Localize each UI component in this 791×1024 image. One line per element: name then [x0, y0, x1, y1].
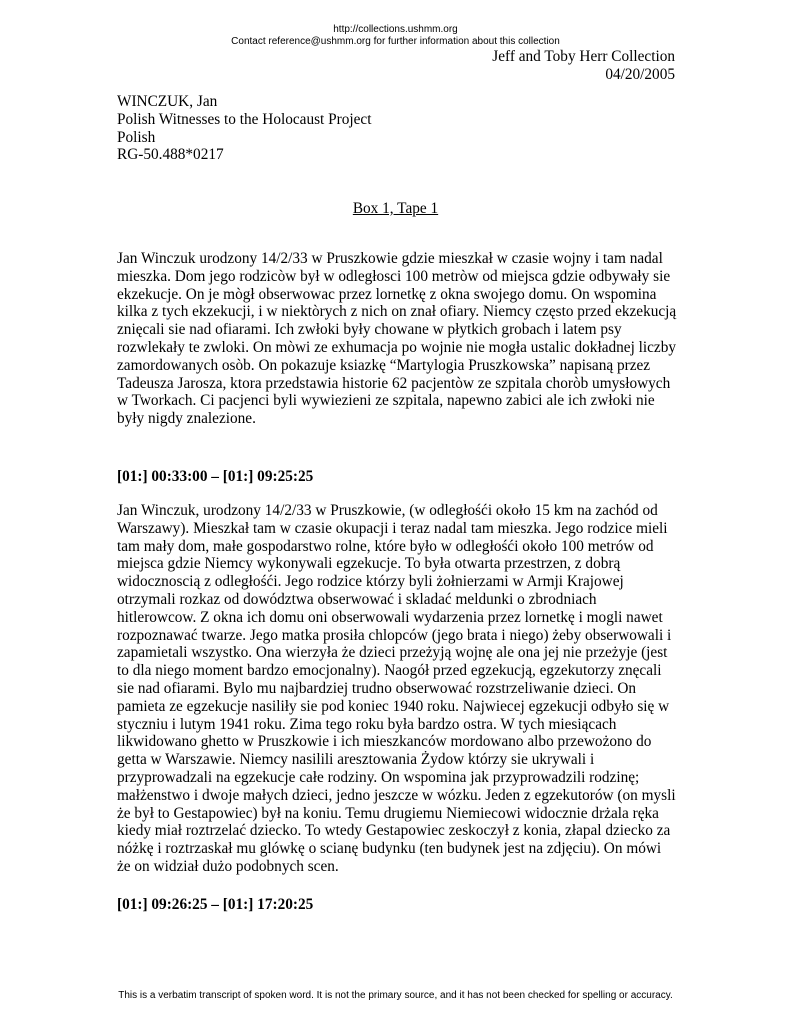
summary-paragraph: Jan Winczuk urodzony 14/2/33 w Pruszkowie gdzie mieszkał w czasie wojny i tam nadal mieszka. Dom jego rodzicòw był w odległosci 100 metròw od miejsca gdzie odbywały sie ekzekucje. On je mògł obserwowac przez lornetkę z okna swojego domu. On wspomina kilka z tych ekzekucji, i w niektòrych z nich on znał ofiary. Niemcy często przed ekzekucją znięcali sie nad ofiarami. Ich zwłoki były chowane w płytkich grobach i latem psy rozwlekały te zwloki. On mòwi ze exhumacja po wojnie nie mogła ustalic dokładnej liczby zamordowanych osòb. On pokazuje ksiazkę “Martylogia Pruszkowska” napisaną przez Tadeusza Jarosza, ktora przedstawia historie 62 pacjentòw ze szpitala choròb umysłowych w Tworkach. Ci pacjenci byli wywiezieni ze szpitala, napewno zabici ale ich zwłoki nie były nigdy znalezione. [117, 250, 677, 428]
header-contact: Contact reference@ushmm.org for further information about this collection [231, 36, 560, 47]
section-2-timecode: [01:] 09:26:25 – [01:] 17:20:25 [117, 896, 314, 913]
interview-language: Polish [117, 129, 156, 146]
section-1-paragraph: Jan Winczuk, urodzony 14/2/33 w Pruszkowie, (w odległośći około 15 km na zachód od Warszawy). Mieszkał tam w czasie okupacji i teraz nadal tam mieszka. Jego rodzice mieli tam mały dom, małe gospodarstwo rolne, które było w odległośći około 100 metrów od miejsca gdzie Niemcy wykonywali egzekucje. To była otwarta przestrzen, z dobrą widocznoscią z odległośći. Jego rodzice którzy byli żołnierzami w Armji Krajowej otrzymali rozkaz od dowództwa obserwować i skladać meldunki o zbrodniach hitlerowcow. Z okna ich domu oni obserwowali wydarzenia przez lornetkę i mogli nawet rozpoznawać twarze. Jego matka prosiła chlopców (jego brata i niego) żeby obserwowali i zapamietali wszystko. Ona wierzyła że dzieci przeżyją wojnę ale ona jej nie przeżyje (jest to dla niego moment bardzo emocjonalny). Naogół przed egzekucją, egzekutorzy znęcali sie nad ofiarami. Bylo mu najbardziej trudno obserwować rozstrzeliwanie dzieci. On pamieta ze egzekucje nasiliły sie pod koniec 1940 roku. Najwiecej egzekucji odbyło się w styczniu i lutym 1941 roku. Zima tego roku była bardzo ostra. W tych miesiącach likwidowano ghetto w Pruszkowie i ich mieszkanców mordowano albo przewożono do getta w Warszawie. Niemcy nasilili aresztowania Żydow którzy sie ukrywali i przyprowadzali na egzekucje całe rodziny. On wspomina jak przyprowadzili rodzinę; małżenstwo i dwoje małych dzieci, jedno jeszcze w wózku. Jeden z egzekutorów (on mysli że był to Gestapowiec) był na koniu. Temu drugiemu Niemiecowi widocznie drżala ręka kiedy miał roztrzelać dziecko. To wtedy Gestapowiec zeskoczył z konia, złapal dziecko za nóżkę i roztrzaskał mu glówkę o scianę budynku (ten budynek jest na zdjęciu). On mówi że on widział dużo podobnych scen. [117, 502, 676, 875]
interviewee-name: WINCZUK, Jan [117, 93, 218, 110]
footer-disclaimer: This is a verbatim transcript of spoken word. It is not the primary source, and it has not been checked for spelling or accuracy. [118, 990, 673, 1001]
header-url: http://collections.ushmm.org [333, 24, 458, 35]
project-name: Polish Witnesses to the Holocaust Project [117, 111, 372, 128]
record-group-number: RG-50.488*0217 [117, 146, 224, 163]
collection-date: 04/20/2005 [605, 66, 675, 83]
collection-name: Jeff and Toby Herr Collection [492, 48, 675, 65]
box-tape-title: Box 1, Tape 1 [352, 200, 439, 217]
section-1-timecode: [01:] 00:33:00 – [01:] 09:25:25 [117, 468, 314, 485]
